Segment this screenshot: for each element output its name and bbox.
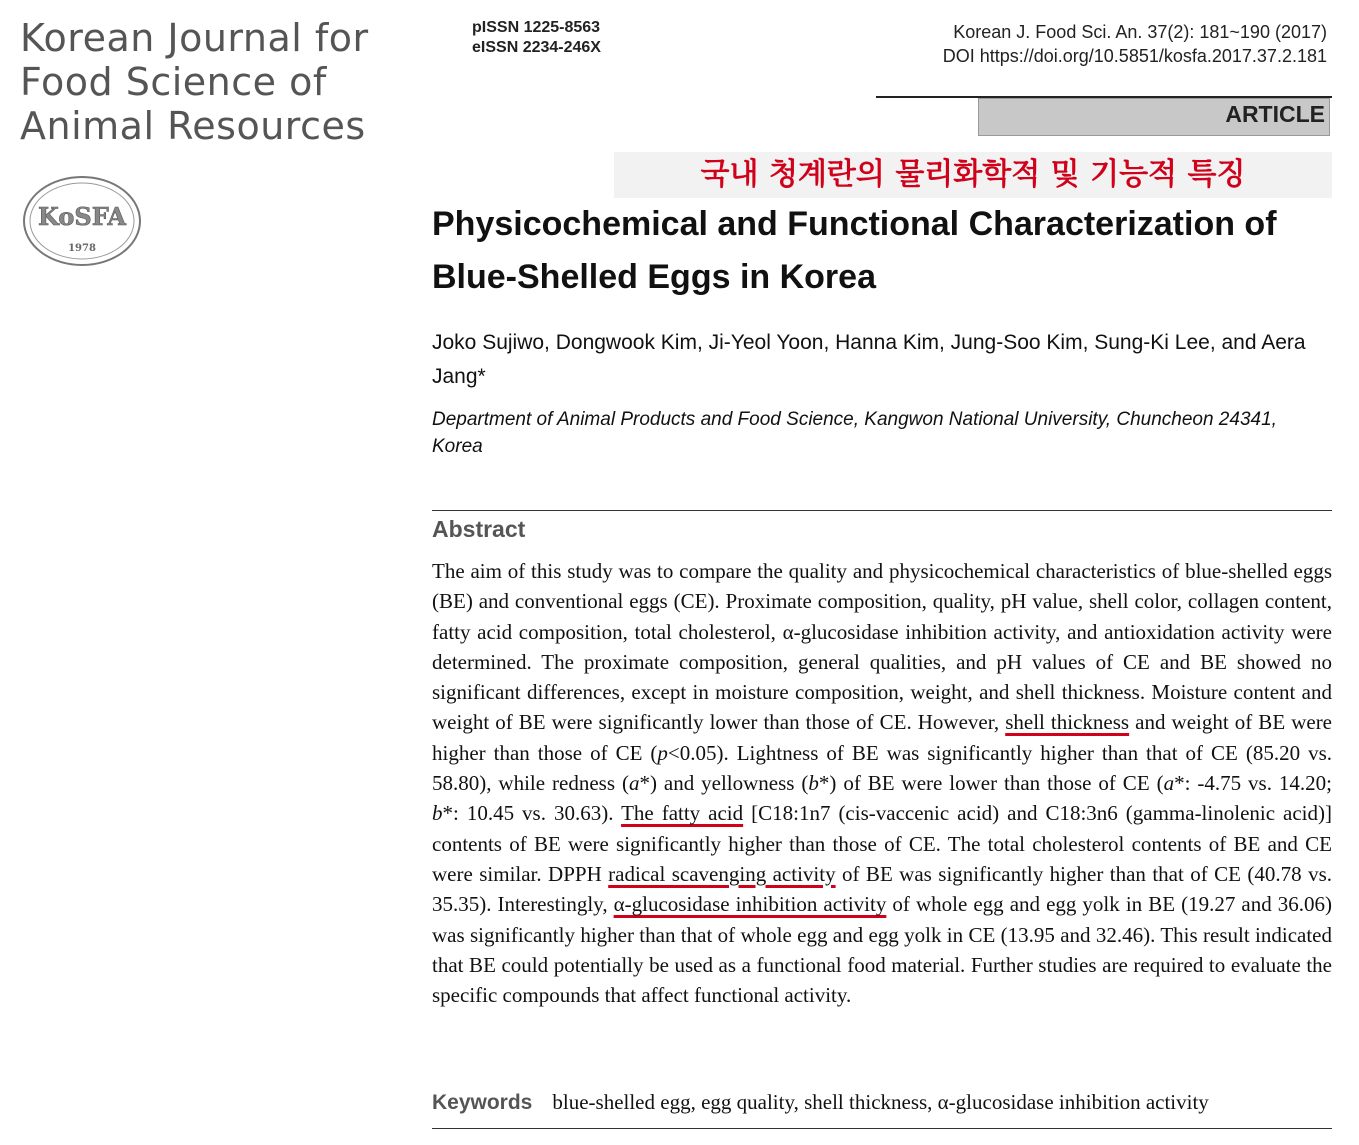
paper-title: Physicochemical and Functional Characterization of Blue-Shelled Eggs in Korea — [432, 205, 1277, 296]
korean-title: 국내 청계란의 물리화학적 및 기능적 특징 — [614, 152, 1332, 198]
affiliation: Department of Animal Products and Food Science, Kangwon National University, Chuncheon 24341, Korea — [432, 409, 1277, 457]
journal-name-line-2: Food Science of — [20, 60, 327, 104]
abstract-body: The aim of this study was to compare the quality and physicochemical characteristics of blue-shelled eggs (BE) and conventional eggs (CE). Proximate composition, quality, pH value, shell color, collagen content, fatty acid composition, total cholesterol, α-glucosidase inhibition activity, and antioxidation activity were determined. The proximate composition, general qualities, and pH values of CE and BE showed no significant differences, except in moisture composition, weight, and shell thickness. Moisture content and weight of BE were significantly lower than those of CE. However, shell thickness and weight of BE were higher than those of CE (p<0.05). Lightness of BE was significantly higher than that of CE (85.20 vs. 58.80), while redness (a*) and yellowness (b*) of BE were lower than those of CE (a*: -4.75 vs. 14.20; b*: 10.45 vs. 30.63). The fatty acid [C18:1n7 (cis-vaccenic acid) and C18:3n6 (gamma-linolenic acid)] contents of BE were significantly higher than those of CE. The total cholesterol contents of BE and CE were similar. DPPH radical scavenging activity of BE was significantly higher than that of CE (40.78 vs. 35.35). Interestingly, α-glucosidase inhibition activity of whole egg and egg yolk in BE (19.27 and 36.06) was significantly higher than that of whole egg and egg yolk in CE (13.95 and 32.46). This result indicated that BE could potentially be used as a functional food material. Further studies are required to evaluate the specific compounds that affect functional activity. — [432, 559, 1333, 1008]
abstract-rule-bottom — [432, 1128, 1332, 1129]
keywords-label: Keywords — [432, 1091, 533, 1114]
article-type-label: ARTICLE — [1225, 101, 1325, 127]
highlight-shell-thickness: shell thickness — [1005, 710, 1130, 735]
authors: Joko Sujiwo, Dongwook Kim, Ji-Yeol Yoon, Hanna Kim, Jung-Soo Kim, Sung-Ki Lee, and Aera Jang* — [432, 331, 1306, 388]
kosfa-logo — [22, 175, 142, 267]
highlight-radical-scavenging: radical scavenging activity — [608, 861, 836, 886]
keywords-value: blue-shelled egg, egg quality, shell thickness, α-glucosidase inhibition activity — [552, 1090, 1209, 1114]
citation-block — [943, 20, 1327, 68]
logo-year: 1978 — [68, 243, 96, 254]
abstract-rule-top — [432, 510, 1332, 511]
pissn: pISSN 1225-8563 — [472, 19, 601, 36]
citation-ref: Korean J. Food Sci. An. 37(2): 181~190 (2017) — [953, 22, 1327, 42]
journal-name — [20, 16, 420, 148]
journal-name-line-1: Korean Journal for — [20, 16, 369, 60]
journal-name-line-3: Animal Resources — [20, 104, 366, 148]
citation-doi[interactable]: DOI https://doi.org/10.5851/kosfa.2017.37.2.181 — [942, 46, 1327, 66]
highlight-fatty-acid: The fatty acid — [621, 801, 744, 826]
abstract-heading: Abstract — [432, 516, 526, 542]
logo-text: KoSFA — [38, 202, 126, 231]
article-type-box — [978, 98, 1330, 136]
issn-block — [472, 18, 601, 58]
eissn: eISSN 2234-246X — [472, 39, 601, 56]
keywords-row — [432, 1088, 1332, 1117]
highlight-glucosidase: α-glucosidase inhibition activity — [613, 892, 887, 917]
